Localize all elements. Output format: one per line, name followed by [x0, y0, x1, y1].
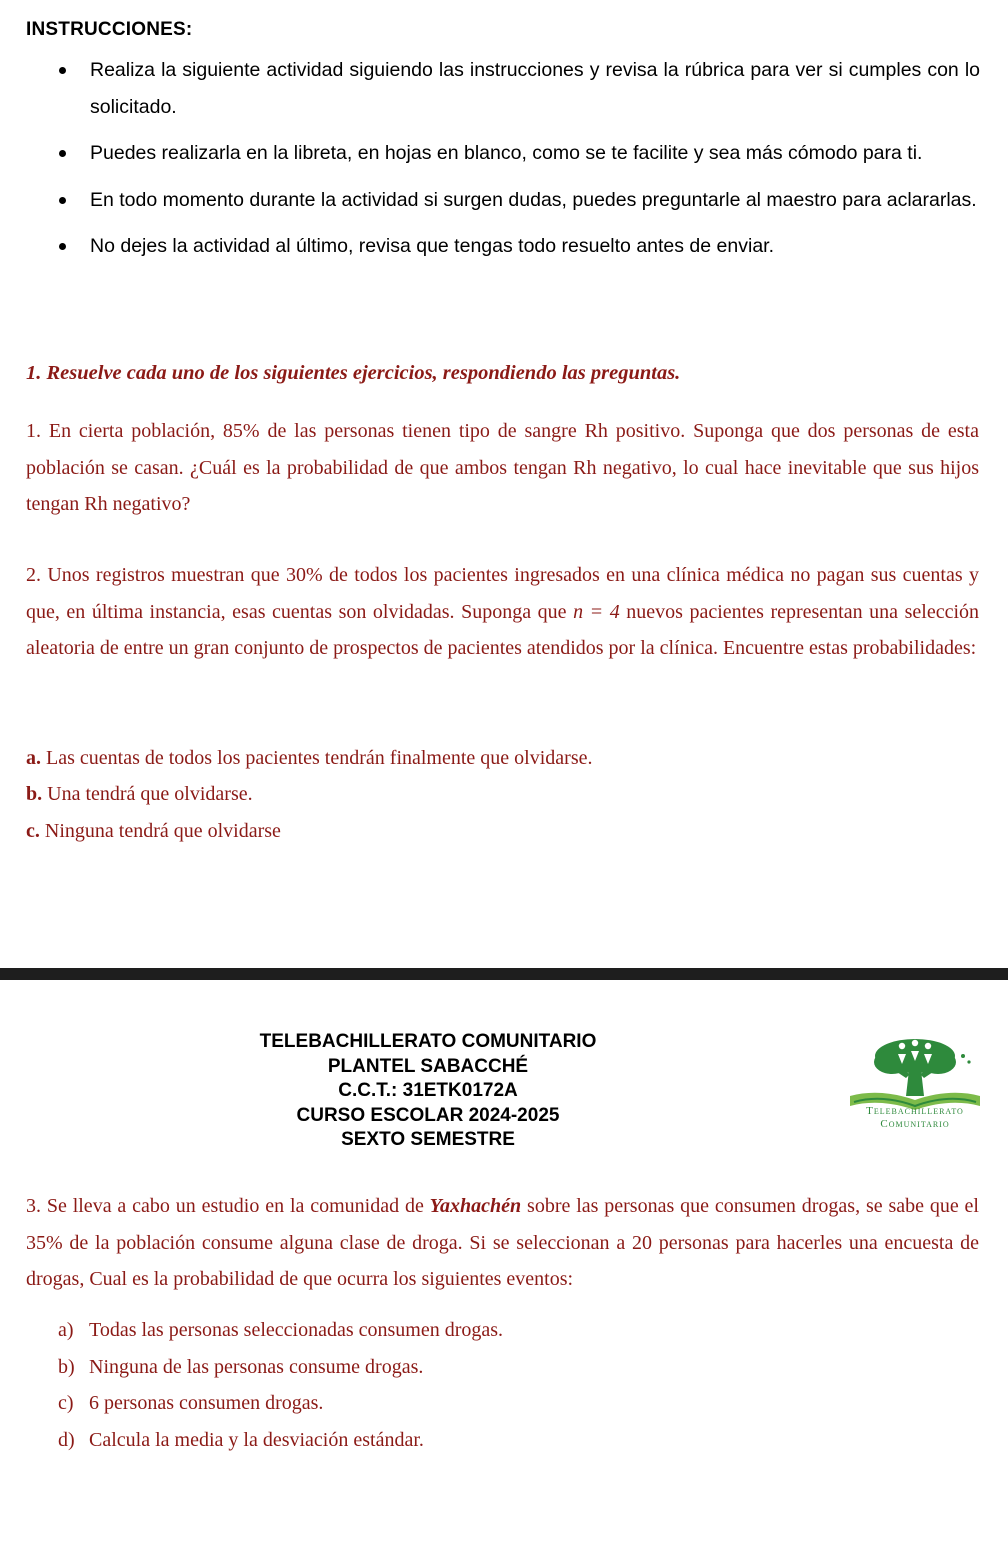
instructions-list [0, 52, 1008, 275]
header-line: CURSO ESCOLAR 2024-2025 [296, 1104, 560, 1126]
problem-1-text: 1. En cierta población, 85% de las personas tienen tipo de sangre Rh positivo. Suponga que dos personas de esta población se casan. ¿Cuál es la probabilidad de que ambos tengan Rh negativo, lo cual hace inevitable que sus hijos tengan Rh negativo? [26, 420, 979, 515]
problem-2-item-c: c. Ninguna tendrá que olvidarse [26, 820, 281, 842]
problem-2-item-b: b. Una tendrá que olvidarse. [26, 783, 253, 805]
logo-text-bottom: Comunitario [880, 1118, 950, 1130]
section-title: 1. Resuelve cada uno de los siguientes ejercicios, respondiendo las preguntas. [26, 362, 681, 384]
header-line: TELEBACHILLERATO COMUNITARIO [259, 1031, 597, 1052]
logo-text-top: Telebachillerato [866, 1105, 964, 1117]
header-line: SEXTO SEMESTRE [341, 1129, 515, 1150]
bullet-icon [59, 150, 66, 157]
list-item: a) Todas las personas seleccionadas consumen drogas. [58, 1319, 504, 1341]
instruction-item: En todo momento durante la actividad si surgen dudas, puedes preguntarle al maestro para aclararlas. [90, 182, 980, 219]
problem-3-text: 3. Se lleva a cabo un estudio en la comunidad de Yaxhachén sobre las personas que consumen drogas, se sabe que el 35% de la población consume alguna clase de droga. Si se seleccionan a 20 personas para hacerles una encuesta de drogas, Cual es la probabilidad de que ocurra los siguientes eventos: [26, 1195, 979, 1290]
problem-2-text: 2. Unos registros muestran que 30% de todos los pacientes ingresados en una clínica médica no pagan sus cuentas y que, en última instancia, esas cuentas son olvidadas. Suponga que n = 4 nuevos pacientes representan una selección aleatoria de entre un gran conjunto de prospectos de pacientes atendidos por la clínica. Encuentre estas probabilidades: [26, 564, 980, 659]
list-item: b) Ninguna de las personas consume drogas. [58, 1355, 424, 1378]
instruction-item: Puedes realizarla en la libreta, en hojas en blanco, como se te facilite y sea más cómodo para ti. [90, 135, 980, 172]
instruction-item: Realiza la siguiente actividad siguiendo las instrucciones y revisa la rúbrica para ver si cumples con lo solicitado. [90, 52, 980, 125]
list-item: c) 6 personas consumen drogas. [58, 1392, 324, 1414]
instructions-heading: INSTRUCCIONES: [26, 19, 193, 40]
bullet-icon [59, 197, 66, 204]
math-expression: n = 4 [573, 600, 620, 623]
bullet-icon [59, 67, 66, 74]
page-divider [0, 968, 1008, 980]
school-header [260, 1030, 597, 1153]
header-line: PLANTEL SABACCHÉ [327, 1055, 529, 1077]
place-name: Yaxhachén [429, 1195, 522, 1217]
problem-3-items [58, 1312, 503, 1458]
bullet-icon [59, 243, 66, 250]
list-item: d) Calcula la media y la desviación estándar. [58, 1428, 424, 1451]
problem-2-item-a: a. Las cuentas de todos los pacientes tendrán finalmente que olvidarse. [26, 747, 593, 769]
instruction-item: No dejes la actividad al último, revisa que tengas todo resuelto antes de enviar. [90, 228, 980, 265]
header-line: C.C.T.: 31ETK0172A [338, 1080, 518, 1101]
